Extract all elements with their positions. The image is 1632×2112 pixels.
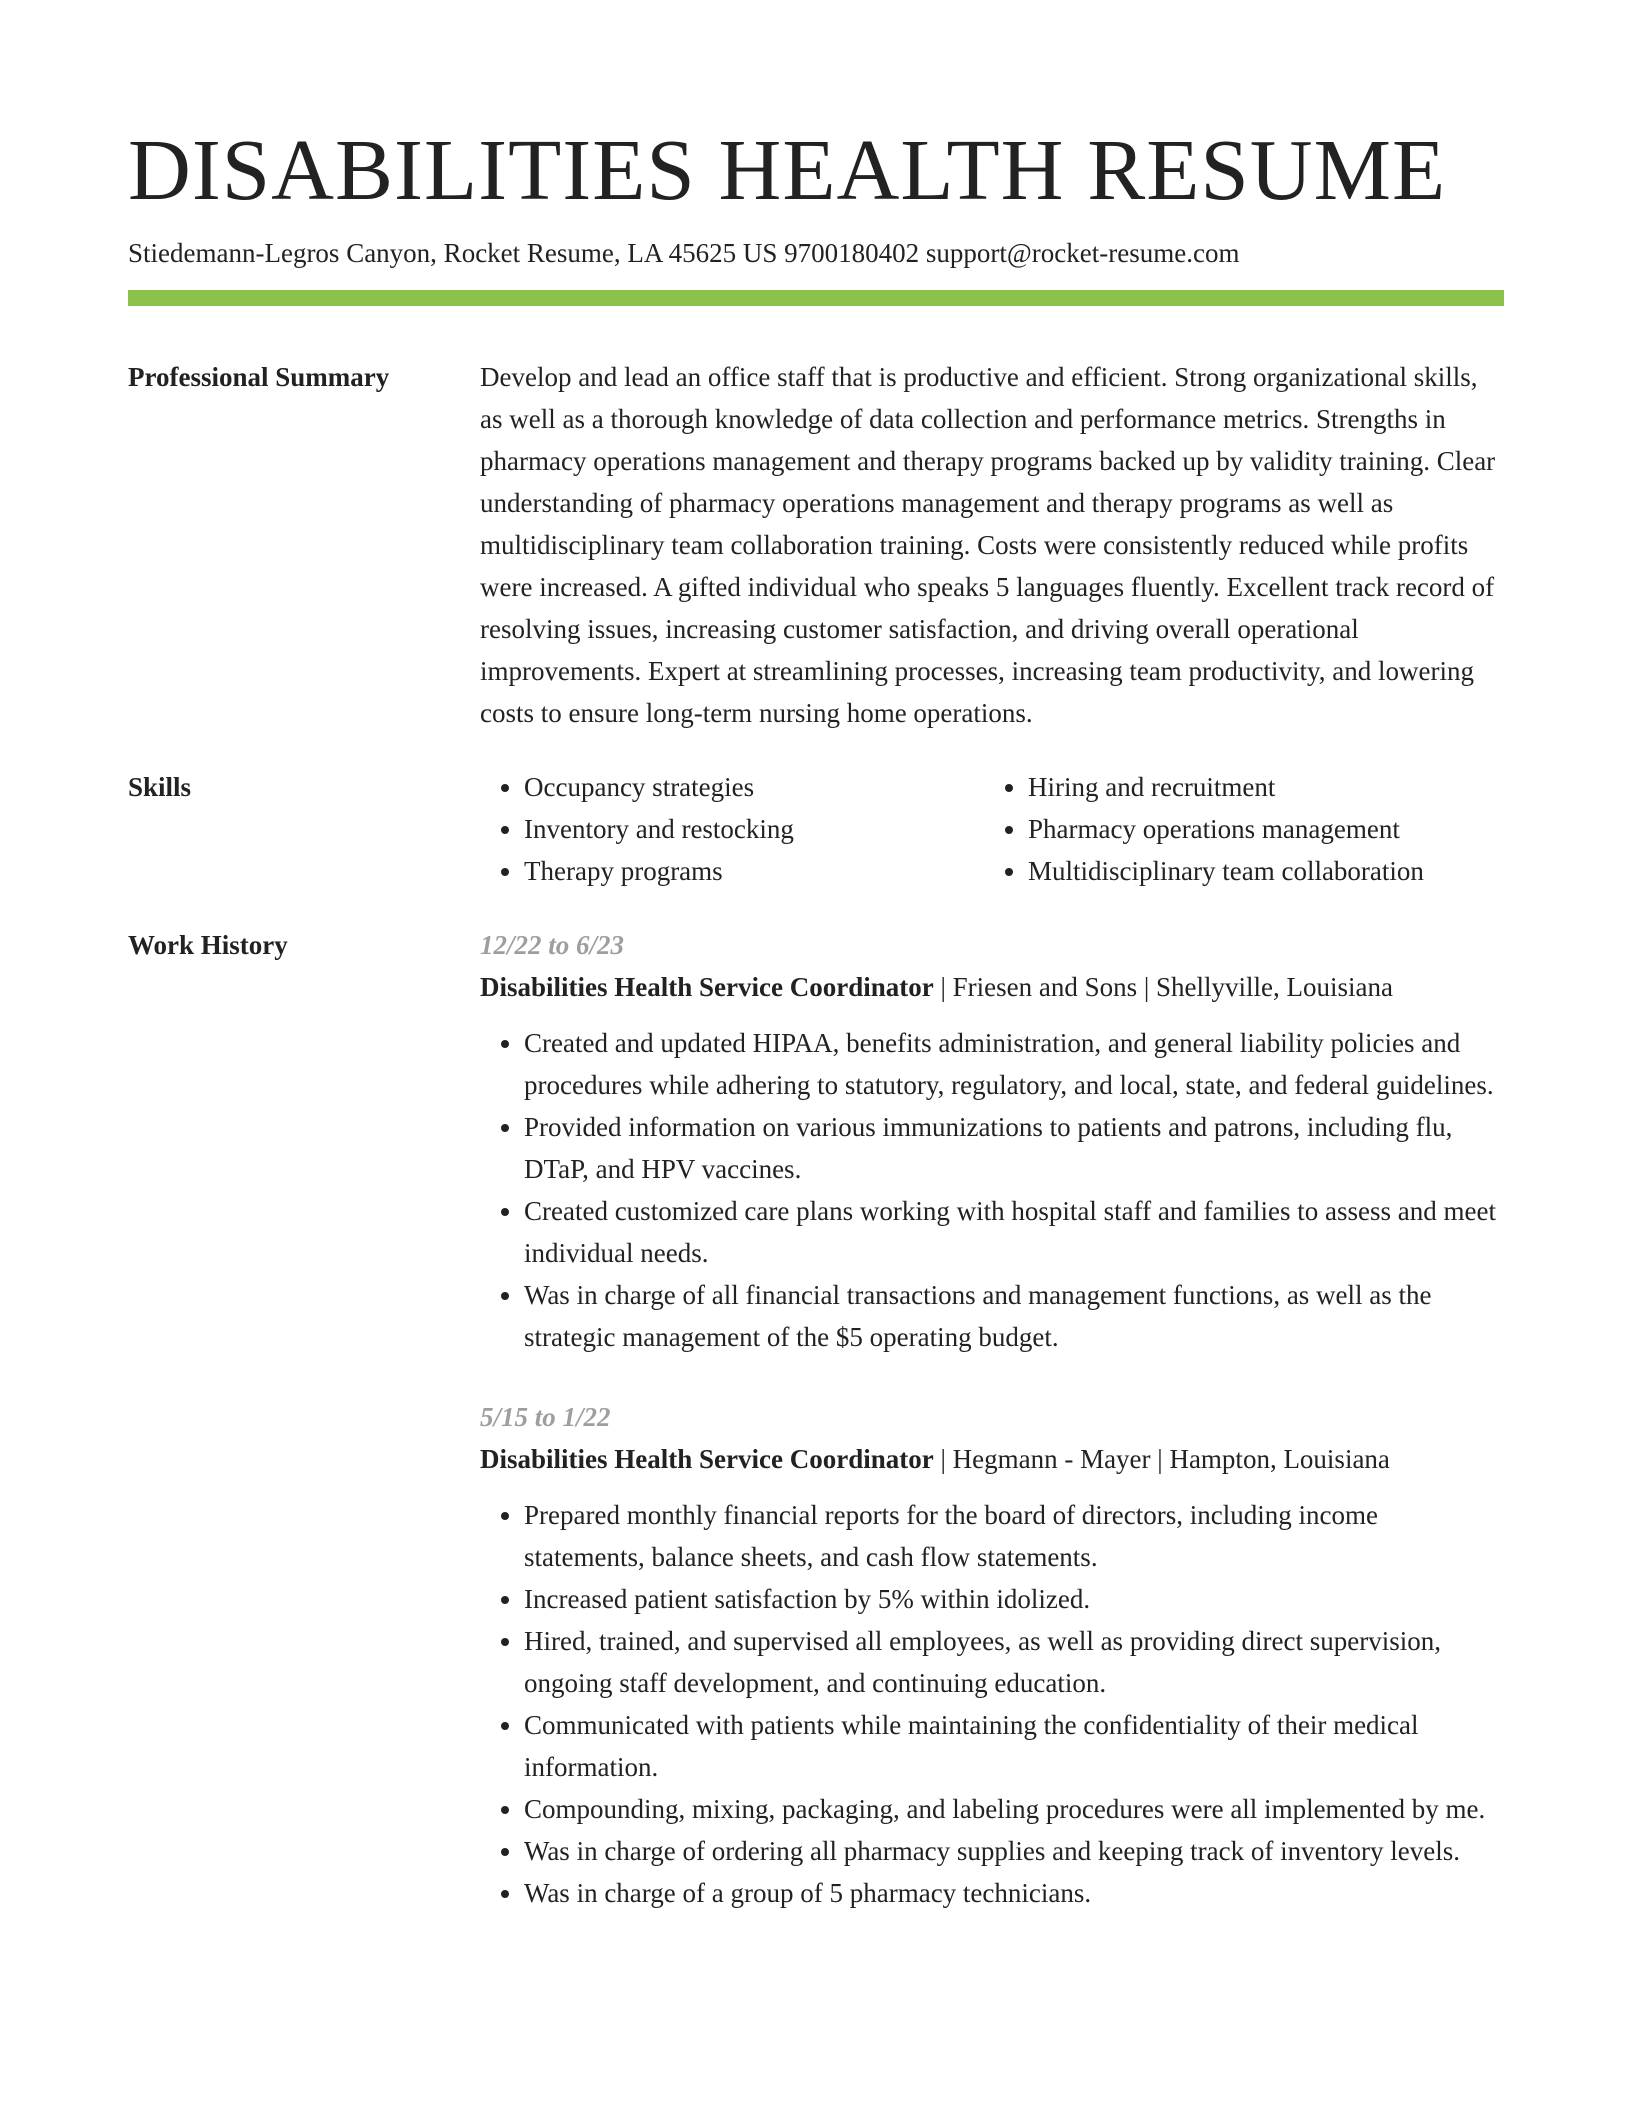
job-title: Disabilities Health Service Coordinator bbox=[480, 1444, 934, 1474]
skills-section bbox=[128, 766, 1504, 892]
contact-line bbox=[128, 236, 1504, 270]
skills-label: Skills bbox=[128, 772, 192, 802]
job-title: Disabilities Health Service Coordinator bbox=[480, 972, 934, 1002]
summary-label: Professional Summary bbox=[128, 362, 390, 392]
job-date: 5/15 to 1/22 bbox=[480, 1402, 611, 1432]
skill-item: • Occupancy strategies bbox=[524, 766, 984, 808]
summary-text: Develop and lead an office staff that is productive and efficient. Strong organizational skills, as well as a thorough knowledge of data collection and performance metrics. Strengths in pharmacy operations management and therapy programs backed up by validity training. Clear understanding of pharmacy operations management and therapy programs as well as multidisciplinary team collaboration training. Costs were consistently reduced while profits were increased. A gifted individual who speaks 5 languages fluently. Excellent track record of resolving issues, increasing customer satisfaction, and driving overall operational improvements. Expert at streamlining processes, increasing team productivity, and lowering costs to ensure long-term nursing home operations. bbox=[480, 362, 1496, 728]
job-bullet: • Was in charge of ordering all pharmacy supplies and keeping track of inventory levels. bbox=[524, 1830, 1504, 1872]
skills-body bbox=[480, 766, 1504, 892]
work-history-body bbox=[480, 924, 1504, 1952]
job-bullet: • Compounding, mixing, packaging, and labeling procedures were all implemented by me. bbox=[524, 1788, 1504, 1830]
contact-address: Stiedemann-Legros Canyon, Rocket Resume, LA 45625 US bbox=[128, 238, 778, 268]
job-bullet: • Hired, trained, and supervised all employees, as well as providing direct supervision, ongoing staff development, and continuing education. bbox=[524, 1620, 1504, 1704]
contact-phone: 9700180402 bbox=[784, 238, 920, 268]
job-entry bbox=[480, 1396, 1504, 1914]
resume-page bbox=[128, 120, 1504, 1952]
job-bullet: • Increased patient satisfaction by 5% within idolized. bbox=[524, 1578, 1504, 1620]
job-heading: Disabilities Health Service Coordinator | Hegmann - Mayer | Hampton, Louisiana bbox=[480, 1444, 1390, 1474]
job-bullet: • Created customized care plans working with hospital staff and families to assess and meet individual needs. bbox=[524, 1190, 1504, 1274]
job-bullet: • Was in charge of a group of 5 pharmacy technicians. bbox=[524, 1872, 1504, 1914]
job-bullets bbox=[480, 1494, 1504, 1914]
job-company: Hegmann - Mayer bbox=[952, 1444, 1151, 1474]
resume-title: DISABILITIES HEALTH RESUME bbox=[128, 121, 1447, 218]
skill-item: • Pharmacy operations management bbox=[1028, 808, 1424, 850]
work-history-label: Work History bbox=[128, 930, 288, 960]
skill-item: • Multidisciplinary team collaboration bbox=[1028, 850, 1424, 892]
skill-item: • Hiring and recruitment bbox=[1028, 766, 1424, 808]
job-bullet: • Created and updated HIPAA, benefits administration, and general liability policies and procedures while adhering to statutory, regulatory, and local, state, and federal guidelines. bbox=[524, 1022, 1504, 1106]
job-bullet: • Was in charge of all financial transactions and management functions, as well as the strategic management of the $5 operating budget. bbox=[524, 1274, 1504, 1358]
job-location: Shellyville, Louisiana bbox=[1156, 972, 1393, 1002]
job-heading: Disabilities Health Service Coordinator | Friesen and Sons | Shellyville, Louisiana bbox=[480, 972, 1393, 1002]
job-bullet: • Communicated with patients while maintaining the confidentiality of their medical information. bbox=[524, 1704, 1504, 1788]
contact-email: support@rocket-resume.com bbox=[925, 238, 1240, 268]
skills-columns bbox=[480, 766, 1504, 892]
skill-item: • Therapy programs bbox=[524, 850, 984, 892]
skill-item: • Inventory and restocking bbox=[524, 808, 984, 850]
job-bullets bbox=[480, 1022, 1504, 1358]
job-location: Hampton, Louisiana bbox=[1169, 1444, 1390, 1474]
work-history-section bbox=[128, 924, 1504, 1952]
skills-list-right bbox=[984, 766, 1424, 892]
job-bullet: • Provided information on various immunizations to patients and patrons, including flu, DTaP, and HPV vaccines. bbox=[524, 1106, 1504, 1190]
header-divider bbox=[128, 290, 1504, 306]
summary-section bbox=[128, 356, 1504, 734]
job-entry bbox=[480, 924, 1504, 1358]
job-bullet: • Prepared monthly financial reports for the board of directors, including income statements, balance sheets, and cash flow statements. bbox=[524, 1494, 1504, 1578]
job-date: 12/22 to 6/23 bbox=[480, 930, 625, 960]
job-company: Friesen and Sons bbox=[952, 972, 1138, 1002]
skills-list-left bbox=[480, 766, 984, 892]
